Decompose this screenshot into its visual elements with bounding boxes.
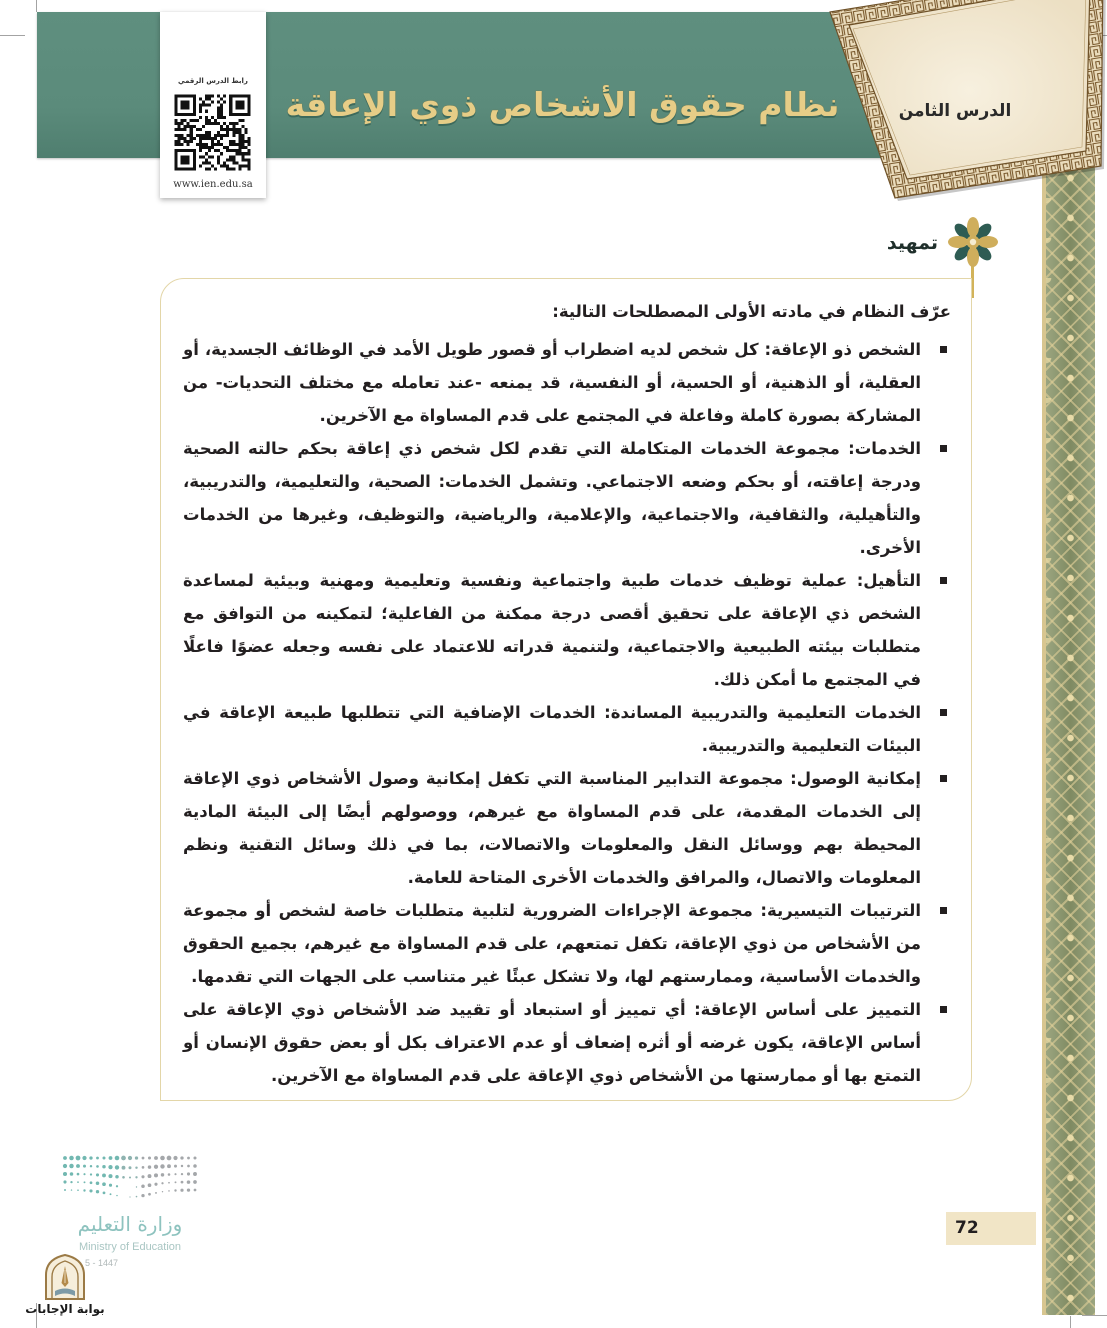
bullet-square-icon [940,346,947,353]
definition-text: أي تمييز أو استبعاد أو تقييد ضد الأشخاص ذوي الإعاقة على أساس الإعاقة، يكون غرضه أو أثره إضعاف أو عدم الاعتراف بكل أو بعض حقوق الإنسان أو التمتع بها أو ممارستها من الأشخاص ذوي الإعاقة على قدم المساواة مع الآخرين. [183,1000,921,1085]
decorative-side-strip [1042,158,1095,1315]
definition-item [183,333,921,432]
definition-item [183,432,921,564]
qr-code-icon [173,93,252,172]
crop-mark [0,35,25,36]
flower-ornament-icon [947,216,999,268]
definition-term: الشخص ذو الإعاقة: [764,340,922,359]
watermark-label: بوابة الإجابات [25,1302,105,1316]
bullet-square-icon [940,577,947,584]
definitions-box [160,278,972,1101]
definition-term: إمكانية الوصول: [790,769,921,788]
academic-years: 5 - 1447 [85,1258,119,1268]
crop-mark [1070,1316,1071,1328]
definition-text: مجموعة الخدمات المتكاملة التي تقدم لكل شخص ذي إعاقة بحكم حالته الصحية ودرجة إعاقته، أو بحكم وضعه الاجتماعي. وتشمل الخدمات: الصحية، والتعليمية، والتدريبية، والتأهيلية، والثقافية، والاجتماعية، والإعلامية، والرياضية، والتوظيف، وغيرها من الخدمات الأخرى. [183,439,921,557]
definition-item [183,894,921,993]
arch-book-logo-icon [43,1254,87,1300]
lesson-number-label: الدرس الثامن [898,101,1012,121]
definition-item [183,564,921,696]
definition-text: مجموعة التدابير المناسبة التي تكفل إمكانية وصول الأشخاص ذوي الإعاقة إلى الخدمات المقدمة، على قدم المساواة مع غيرهم، ووصولهم أيضًا إلى البيئة المادية المحيطة بهم ووسائل النقل والمعلومات والاتصالات، بما في ذلك وسائل التقنية ونظم المعلومات والاتصال، والمرافق والخدمات الأخرى المتاحة للعامة. [183,769,921,887]
crop-mark [36,0,37,12]
ministry-name-arabic: وزارة التعليم [77,1212,183,1236]
ministry-name-english: Ministry of Education [78,1241,182,1253]
definition-text: عملية توظيف خدمات طبية واجتماعية ونفسية وتعليمية ومهنية وبيئية لمساعدة الشخص ذي الإعاقة على تحقيق أقصى درجة ممكنة من الفاعلية؛ لتمكينه من التوافق مع متطلبات بيئته الطبيعية والاجتماعية، ولتنمية قدراته للاعتماد على نفسه وجعله عضوًا فاعلًا في المجتمع ما أمكن ذلك. [183,571,921,689]
definition-text: كل شخص لديه اضطراب أو قصور طويل الأمد في الوظائف الجسدية، أو العقلية، أو الذهنية، أو الحسية، أو النفسية، قد يمنعه -عند تعامله مع مختلف التحديات- من المشاركة بصورة كاملة وفاعلة في المجتمع على قدم المساواة مع الآخرين. [183,340,921,425]
definition-item [183,696,921,762]
crop-mark [1082,1315,1107,1316]
definition-text: مجموعة الإجراءات الضرورية لتلبية متطلبات خاصة لشخص أو مجموعة من الأشخاص من ذوي الإعاقة، تكفل تمتعهم، على قدم المساواة مع غيرهم، بجميع الحقوق والخدمات الأساسية، وممارستهم لها، ولا تشكل عبئًا غير متناسب على الجهات التي تقدمها. [183,901,921,986]
definition-term: الخدمات التعليمية والتدريبية المساندة: [604,703,921,722]
definition-term: الخدمات: [848,439,921,458]
definition-term: الترتيبات التيسيرية: [760,901,922,920]
section-heading: تمهيد [886,232,938,254]
intro-text: عرّف النظام في مادته الأولى المصطلحات التالية: [552,302,951,321]
qr-caption: رابط الدرس الرقمي [178,77,248,85]
definition-item [183,762,921,894]
definition-term: التمييز على أساس الإعاقة: [694,1000,921,1019]
lesson-title: نظام حقوق الأشخاص ذوي الإعاقة [285,85,840,124]
ministry-logo-dots-icon [60,1152,200,1198]
qr-url: www.ien.edu.sa [173,179,253,190]
page-number: 72 [946,1212,1036,1245]
definition-term: التأهيل: [856,571,921,590]
bullet-square-icon [940,1006,947,1013]
bullet-square-icon [940,907,947,914]
bullet-square-icon [940,775,947,782]
bullet-square-icon [940,445,947,452]
definition-item [183,993,921,1092]
bullet-square-icon [940,709,947,716]
definitions-list [161,333,971,1092]
definition-text: الخدمات الإضافية التي تتطلبها طبيعة الإعاقة في البيئات التعليمية والتدريبية. [183,703,921,755]
